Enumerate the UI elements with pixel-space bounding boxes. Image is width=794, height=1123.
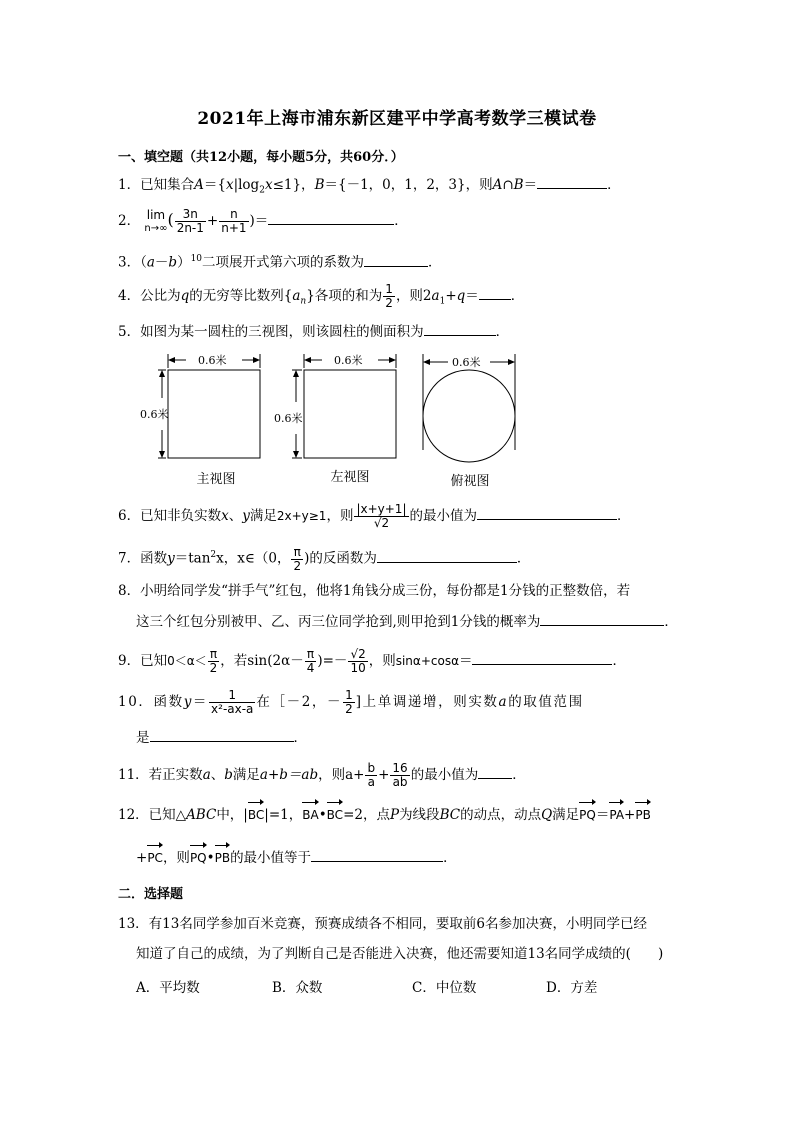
question-3: 3．$(a-b)^{10}$二项展开式第六项的系数为 ． xyxy=(118,249,442,273)
fraction: $\frac{\pi}{2}$ xyxy=(293,544,302,573)
answer-blank xyxy=(478,764,512,779)
fraction: $\frac{3n}{2n-1}$ xyxy=(176,207,204,235)
answer-blank xyxy=(540,611,664,626)
fraction: $\frac{n}{n+1}$ xyxy=(221,207,247,235)
vector-pc: PC xyxy=(147,848,163,868)
fraction: $\frac{|x+y+1|}{√2}$ xyxy=(356,502,407,530)
vector-pb: PB xyxy=(635,805,650,825)
answer-blank xyxy=(311,847,443,862)
fraction: $\frac{b}{a}$ xyxy=(367,761,376,789)
answer-blank xyxy=(477,505,617,520)
question-12-line-2: +PC，则PQ•PB的最小值等于 ． xyxy=(136,847,457,868)
front-view-height-label: 0.6米 xyxy=(140,408,169,421)
option-b: B．众数 xyxy=(272,980,323,996)
left-view-caption: 左视图 xyxy=(330,470,370,485)
fraction: $\frac{1}{2}$ xyxy=(345,688,353,716)
vector-bc: BC xyxy=(248,805,264,825)
section-fill-in-heading: 一、填空题（共12小题，每小题5分，共60分．） xyxy=(118,150,404,165)
fraction: $\frac{1}{\text{x²-ax-a}}$ xyxy=(211,688,254,716)
answer-blank xyxy=(479,285,511,300)
question-10-line-2: 是 ． xyxy=(136,727,307,748)
option-d: D．方差 xyxy=(546,980,598,996)
limit-symbol: lim n→∞ xyxy=(144,207,168,234)
question-5: 5．如图为某一圆柱的三视图，则该圆柱的侧面积为 ． xyxy=(118,321,509,342)
fraction: $\frac{√2}{10}$ xyxy=(350,647,366,675)
vector-pa: PA xyxy=(609,805,624,825)
fraction: $\frac{\pi}{2}$ xyxy=(209,647,218,675)
option-c: C．中位数 xyxy=(412,980,477,996)
question-7: 7．函数$y=\tan^2x$，x∈（0， $\frac{\pi}{2}$ )的反函数为 ． xyxy=(118,544,531,573)
question-13-line-1: 13．有13名同学参加百米竞赛，预赛成绩各不相同，要取前6名参加决赛，小明同学已经 xyxy=(118,916,647,932)
option-a: A．平均数 xyxy=(136,980,200,996)
answer-blank xyxy=(424,321,496,336)
section-choice-heading: 二．选择题 xyxy=(118,887,184,902)
top-view-width-label: 0.6米 xyxy=(452,356,481,369)
front-view-width-label: 0.6米 xyxy=(198,354,227,367)
front-view-square xyxy=(168,370,260,458)
question-10-line-1: 10．函数y＝ $\frac{1}{\text{x²-ax-a}}$ 在［－2，－ $\frac{1}{2}$ ]上单调递增，则实数a的取值范围 xyxy=(118,688,584,716)
question-2: 2． lim n→∞ ( $\frac{3n}{2n-1}$ + $\frac{n}{n+1}$ )＝ ． xyxy=(118,207,408,235)
question-8-line-1: 8．小明给同学发“拼手气”红包，他将1角钱分成三份，每份都是1分钱的正整数倍，若 xyxy=(118,583,631,599)
question-6: 6．已知非负实数x、y满足2x+y≥1，则 $\frac{|x+y+1|}{√2}$ 的最小值为 ． xyxy=(118,502,631,530)
answer-blank xyxy=(472,650,612,665)
question-4: 4．公比为q的无穷等比数列$\{a_n\}$各项的和为 $\frac{1}{2}$ ，则$2a_1+q=$ ． xyxy=(118,282,525,310)
question-13-line-2: 知道了自己的成绩，为了判断自己是否能进入决赛，他还需要知道13名同学成绩的( ) xyxy=(136,946,664,962)
left-view-square xyxy=(304,370,396,458)
answer-blank xyxy=(364,252,428,267)
fraction: $\frac{16}{ab}$ xyxy=(392,761,408,789)
question-11: 11．若正实数a、b满足a+b＝ab，则a+ $\frac{b}{a}$ + $\frac{16}{ab}$ 的最小值为 ． xyxy=(118,761,526,789)
question-8-line-2: 这三个红包分别被甲、乙、丙三位同学抢到,则甲抢到1分钱的概率为 ． xyxy=(136,611,678,632)
vector-pq: PQ xyxy=(190,848,207,868)
top-view-caption: 俯视图 xyxy=(450,474,490,489)
top-view-circle xyxy=(423,370,515,462)
question-1: 1．已知集合$A=\{x|\log_2x\le 1\}$，B＝{－1，0，1，2，3}，则A∩B＝ ． xyxy=(118,174,621,201)
left-view-height-label: 0.6米 xyxy=(274,412,303,425)
vector-bc: BC xyxy=(327,805,343,825)
answer-blank xyxy=(377,548,517,563)
fraction: $\frac{\pi}{4}$ xyxy=(306,647,315,675)
vector-ba: BA xyxy=(302,805,318,825)
page-title: 2021年上海市浦东新区建平中学高考数学三模试卷 xyxy=(197,109,597,129)
fraction: $\frac{1}{2}$ xyxy=(385,282,393,310)
answer-blank xyxy=(150,727,294,742)
left-view-width-label: 0.6米 xyxy=(334,354,363,367)
question-12-line-1: 12．已知△ABC中，|BC|=1，BA•BC=2，点P为线段BC的动点，动点Q满足PQ＝PA+PB xyxy=(118,807,651,823)
vector-pb: PB xyxy=(215,848,230,868)
answer-blank xyxy=(268,210,394,225)
answer-blank xyxy=(537,174,607,189)
question-9: 9．已知0＜α＜ $\frac{\pi}{2}$ ，若sin(2α－ $\frac{\pi}{4}$ )=－ $\frac{√2}{10}$ ，则sinα+cosα＝ ． xyxy=(118,647,626,675)
vector-pq: PQ xyxy=(579,805,596,825)
front-view-caption: 主视图 xyxy=(196,472,236,487)
